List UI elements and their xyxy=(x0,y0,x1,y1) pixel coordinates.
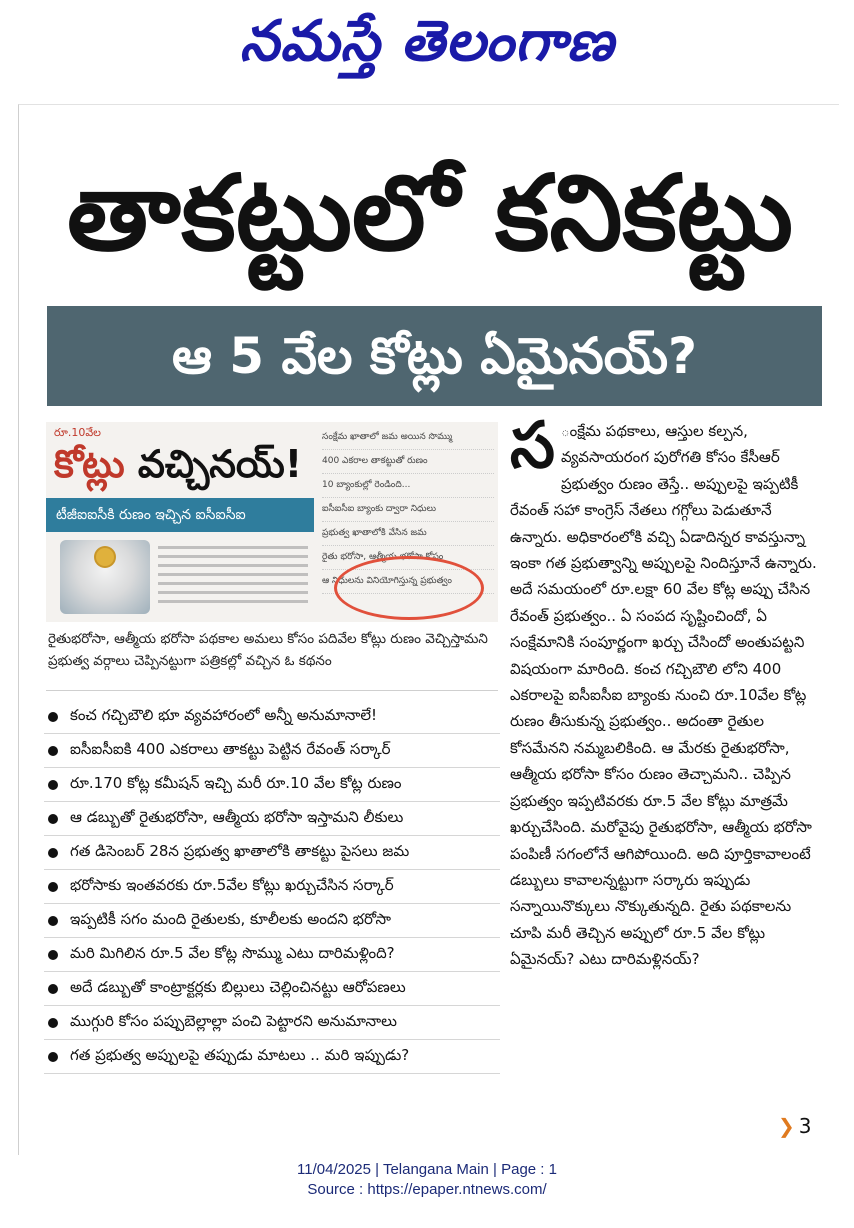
bullet-text: రూ.170 కోట్ల కమీషన్ ఇచ్చి మరీ రూ.10 వేల కోట్ల రుణం xyxy=(70,773,402,792)
bullet-text: అదే డబ్బుతో కాంట్రాక్టర్లకు బిల్లులు చెల్లించినట్టు ఆరోపణలు xyxy=(70,977,406,996)
inset-line: ప్రభుత్వ ఖాతాలోకి వేసిన జమ xyxy=(322,522,494,546)
continued-page-ref xyxy=(778,1114,812,1138)
bullet-text: ముగ్గురి కోసం పప్పుబెల్లాల్లా పంచి పెట్టారని అనుమానాలు xyxy=(70,1011,397,1030)
inset-band: టీజీఐఐసీకి రుణం ఇచ్చిన ఐసీఐసీఐ xyxy=(46,498,314,532)
inset-line: ఆ నిధులను వినియోగిస్తున్న ప్రభుత్వం xyxy=(322,570,494,594)
article-body xyxy=(510,409,825,973)
subheadline-banner: ఆ 5 వేల కోట్లు ఏమైనయ్? xyxy=(47,306,822,406)
bullet-item xyxy=(44,734,500,768)
page-ref-number: 3 xyxy=(798,1114,812,1138)
coin-pile-image xyxy=(60,540,150,614)
inset-clipping-image xyxy=(46,422,498,622)
bullet-dot-icon xyxy=(48,780,58,790)
inset-kicker-black: వచ్చినయ్! xyxy=(137,442,303,486)
highlight-circle xyxy=(334,556,484,620)
bullet-dot-icon xyxy=(48,814,58,824)
bullet-dot-icon xyxy=(48,848,58,858)
bullet-text: భరోసాకు ఇంతవరకు రూ.5వేల కోట్లు ఖర్చుచేసిన సర్కార్ xyxy=(70,875,394,894)
inset-kicker xyxy=(54,442,302,486)
bullet-text: కంచ గచ్చిబౌలి భూ వ్యవహారంలో అన్నీ అనుమానాలే! xyxy=(70,705,377,724)
bullet-dot-icon xyxy=(48,950,58,960)
bullet-dot-icon xyxy=(48,1018,58,1028)
bullet-text: ఐసీఐసీఐకి 400 ఎకరాలు తాకట్టు పెట్టిన రేవంత్ సర్కార్ xyxy=(70,739,391,758)
bullet-item xyxy=(44,768,500,802)
inset-line: రైతు భరోసా, ఆత్మీయ భరోసా కోసం xyxy=(322,546,494,570)
bullet-item xyxy=(44,802,500,836)
chevron-right-icon: ❯ xyxy=(778,1114,795,1138)
bullet-item xyxy=(44,938,500,972)
bullet-dot-icon xyxy=(48,712,58,722)
inset-body-text-lines xyxy=(158,540,308,616)
bullet-item xyxy=(44,836,500,870)
inset-line: 10 బ్యాంకుల్లో రెండింది... xyxy=(322,474,494,498)
inset-kicker-red: కోట్లు xyxy=(54,442,125,486)
bullet-dot-icon xyxy=(48,916,58,926)
article-text: ంక్షేమ పథకాలు, ఆస్తుల కల్పన, వ్యవసాయరంగ పురోగతి కోసం కేసీఆర్ ప్రభుత్వం రుణం తెస్తే.. అప్పులపై ఇప్పటికీ రేవంత్ సహా కాంగ్రెస్ నేతలు గగ్గోలు పెడుతూనే ఉన్నారు. అధికారంలోకి వచ్చి ఏడాదిన్నర కావస్తున్నా ఇంకా గత ప్రభుత్వాన్ని అప్పులపై నిందిస్తూనే ఉన్నారు. అదే సమయంలో రూ.లక్షా 60 వేల కోట్ల అప్పు చేసిన రేవంత్ ప్రభుత్వం.. ఏ సంపద సృష్టించిందో, ఏ సంక్షేమానికి సంపూర్ణంగా ఖర్చు చేసిందో అంతుపట్టని విషయంగా మారింది. కంచ గచ్చిబౌలి లోని 400 ఎకరాలపై ఐసీఐసీఐ బ్యాంకు నుంచి రూ.10వేల కోట్ల రుణం తీసుకున్న ప్రభుత్వం.. అదంతా రైతుల కోసమేనని నమ్మబలికింది. ఆ మేరకు రైతుభరోసా, ఆత్మీయ భరోసా కోసం రుణం తెచ్చామని.. చెప్పిన ప్రభుత్వం ఇప్పటివరకు రూ.5 వేల కోట్లు మాత్రమే ఖర్చుచేసింది. మరోవైపు రైతుభరోసా, ఆత్మీయ భరోసా పంపిణీ సగంలోనే ఆగిపోయింది. అది పూర్తికావాలంటే డబ్బులు కావాలన్నట్టుగా సర్కారు ఇప్పుడు సన్నాయినొక్కులు నొక్కుతున్నది. రైతు పథకాలను చూపి మరీ తెచ్చిన అప్పులో రూ.5 వేల కోట్లు ఏమైనయ్? ఎటు దారిమళ్లినయ్? xyxy=(510,422,817,969)
inset-line: ఐసీఐసీఐ బ్యాంకు ద్వారా నిధులు xyxy=(322,498,494,522)
article-dropcap: స xyxy=(510,409,555,483)
headline: తాకట్టులో కనికట్టు xyxy=(66,152,794,274)
bullet-item xyxy=(44,870,500,904)
bullet-item xyxy=(44,700,500,734)
bullet-text: ఇప్పటికీ సగం మంది రైతులకు, కూలీలకు అందని భరోసా xyxy=(70,909,391,928)
inset-caption: రైతుభరోసా, ఆత్మీయ భరోసా పథకాల అమలు కోసం పదివేల కోట్లు రుణం వెచ్చిస్తామని ప్రభుత్వ వర్గాలు చెప్పినట్టుగా పత్రికల్లో వచ్చిన ఓ కథనం xyxy=(48,631,488,669)
bullet-item xyxy=(44,1040,500,1074)
bullet-text: మరి మిగిలిన రూ.5 వేల కోట్ల సొమ్ము ఎటు దారిమళ్లింది? xyxy=(70,943,395,962)
bullet-dot-icon xyxy=(48,746,58,756)
bullet-item xyxy=(44,972,500,1006)
bullet-item xyxy=(44,1006,500,1040)
footer-source-line: Source : https://epaper.ntnews.com/ xyxy=(307,1181,547,1198)
footer-edition-line: 11/04/2025 | Telangana Main | Page : 1 xyxy=(297,1161,557,1178)
bullet-list xyxy=(44,700,500,1074)
bullet-dot-icon xyxy=(48,984,58,994)
inset-line: సంక్షేమ ఖాతాలో జమ అయిన సొమ్ము xyxy=(322,426,494,450)
masthead-logo: నమస్తే తెలంగాణ xyxy=(239,8,615,74)
bullet-text: గత డిసెంబర్ 28న ప్రభుత్వ ఖాతాలోకి తాకట్టు పైసలు జమ xyxy=(70,841,410,860)
divider xyxy=(46,690,498,691)
inset-kicker-small: రూ.10వేల xyxy=(54,426,101,439)
bullet-item xyxy=(44,904,500,938)
footer xyxy=(0,1160,854,1200)
bullet-dot-icon xyxy=(48,1052,58,1062)
bullet-text: ఆ డబ్బుతో రైతుభరోసా, ఆత్మీయ భరోసా ఇస్తామని లీకులు xyxy=(70,807,404,826)
inset-line: 400 ఎకరాల తాకట్టుతో రుణం xyxy=(322,450,494,474)
inset-left-column xyxy=(46,422,314,622)
bullet-text: గత ప్రభుత్వ అప్పులపై తప్పుడు మాటలు .. మరి ఇప్పుడు? xyxy=(70,1045,410,1064)
bullet-dot-icon xyxy=(48,882,58,892)
